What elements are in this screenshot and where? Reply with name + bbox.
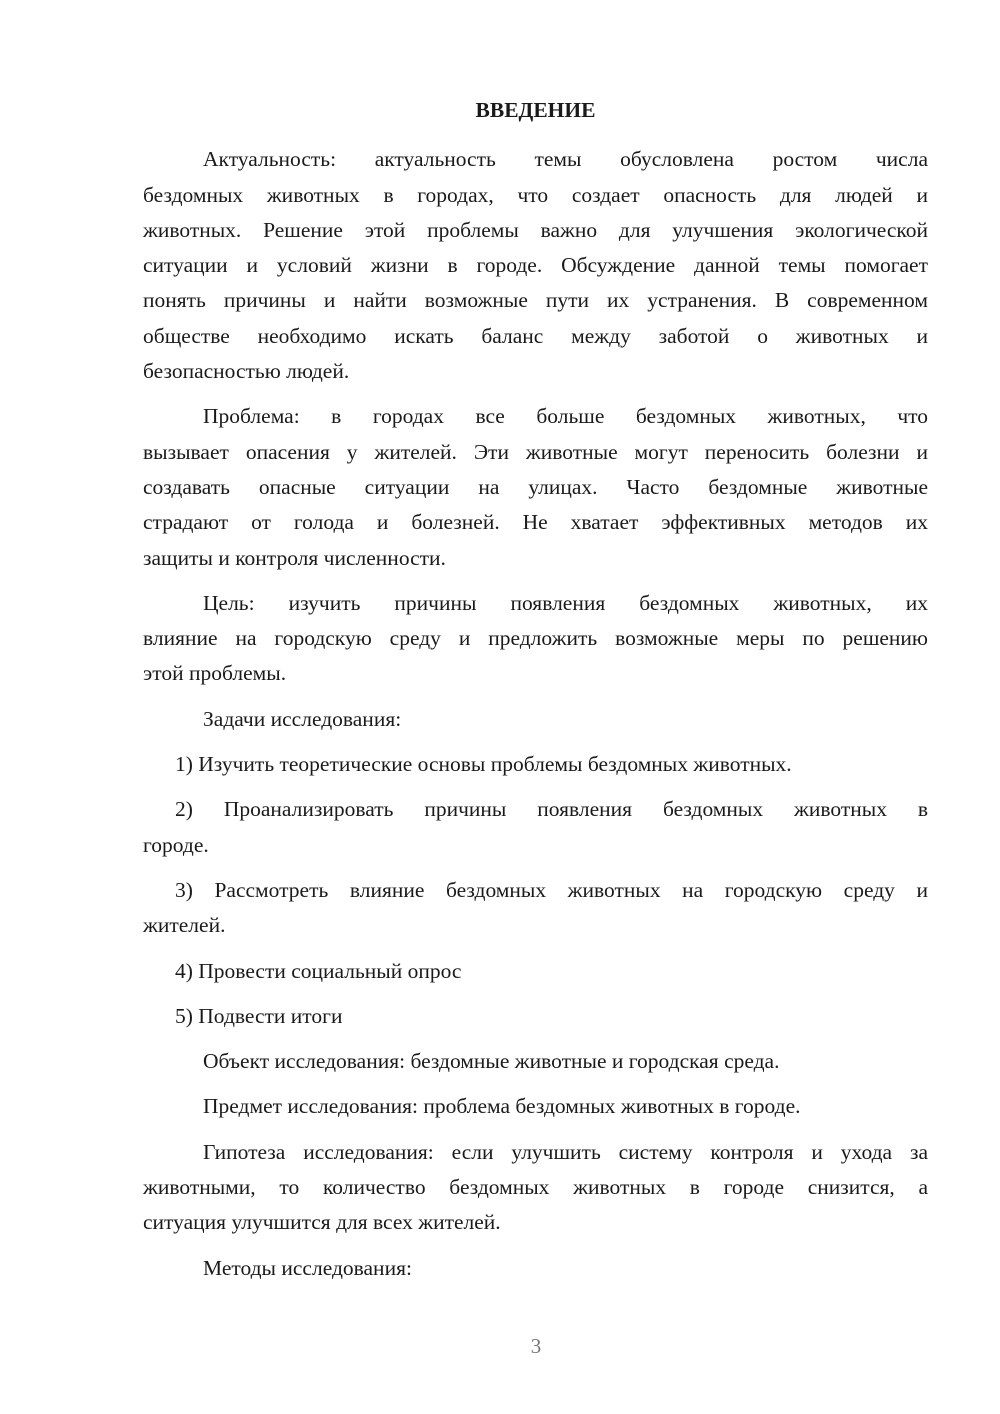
text-line: ситуации и условий жизни в городе. Обсуждение данной темы помогает <box>143 253 928 278</box>
text-line: этой проблемы. <box>143 661 287 686</box>
text-line: вызывает опасения у жителей. Эти животные могут переносить болезни и <box>143 439 928 464</box>
text-line: 2) Проанализировать причины появления бездомных животных в <box>175 797 928 822</box>
text-line: Актуальность: актуальность темы обусловлена ростом числа <box>203 147 928 172</box>
paragraph <box>143 999 928 1034</box>
text-line: влияние на городскую среду и предложить возможные меры по решению <box>143 626 928 651</box>
document-page <box>143 93 928 1286</box>
section-title: ВВЕДЕНИЕ <box>475 98 596 122</box>
text-line: Цель: изучить причины появления бездомных животных, их <box>203 590 928 615</box>
text-line: жителей. <box>143 913 226 938</box>
paragraph <box>143 873 928 944</box>
text-line: Задачи исследования: <box>203 706 402 731</box>
text-line: ситуация улучшится для всех жителей. <box>143 1210 501 1235</box>
text-line: Объект исследования: бездомные животные и городская среда. <box>203 1049 780 1074</box>
document-body <box>143 142 928 1286</box>
text-line: безопасностью людей. <box>143 359 350 384</box>
text-line: 5) Подвести итоги <box>175 1003 343 1028</box>
paragraph <box>143 586 928 692</box>
paragraph <box>143 1044 928 1079</box>
text-line: бездомных животных в городах, что создает опасность для людей и <box>143 182 928 207</box>
paragraph <box>143 1251 928 1286</box>
paragraph <box>143 1089 928 1124</box>
paragraph <box>143 142 928 389</box>
text-line: городе. <box>143 832 209 857</box>
page-number: 3 <box>530 1334 542 1358</box>
paragraph <box>143 747 928 782</box>
text-line: животными, то количество бездомных животных в городе снизится, а <box>143 1175 928 1200</box>
text-line: создавать опасные ситуации на улицах. Часто бездомные животные <box>143 474 928 499</box>
text-line: Проблема: в городах все больше бездомных животных, что <box>203 404 928 429</box>
text-line: Предмет исследования: проблема бездомных животных в городе. <box>203 1094 801 1119</box>
text-line: понять причины и найти возможные пути их устранения. В современном <box>143 288 928 313</box>
text-line: обществе необходимо искать баланс между заботой о животных и <box>143 323 928 348</box>
text-line: 1) Изучить теоретические основы проблемы бездомных животных. <box>175 752 792 777</box>
text-line: животных. Решение этой проблемы важно для улучшения экологической <box>143 217 928 242</box>
paragraph <box>143 702 928 737</box>
text-line: страдают от голода и болезней. Не хватает эффективных методов их <box>143 510 928 535</box>
text-line: 4) Провести социальный опрос <box>175 958 462 983</box>
text-line: 3) Рассмотреть влияние бездомных животных на городскую среду и <box>175 877 928 902</box>
paragraph <box>143 1135 928 1241</box>
text-line: Методы исследования: <box>203 1255 412 1280</box>
paragraph <box>143 954 928 989</box>
text-line: защиты и контроля численности. <box>143 545 446 570</box>
text-line: Гипотеза исследования: если улучшить систему контроля и ухода за <box>203 1139 928 1164</box>
paragraph <box>143 792 928 863</box>
paragraph <box>143 399 928 575</box>
